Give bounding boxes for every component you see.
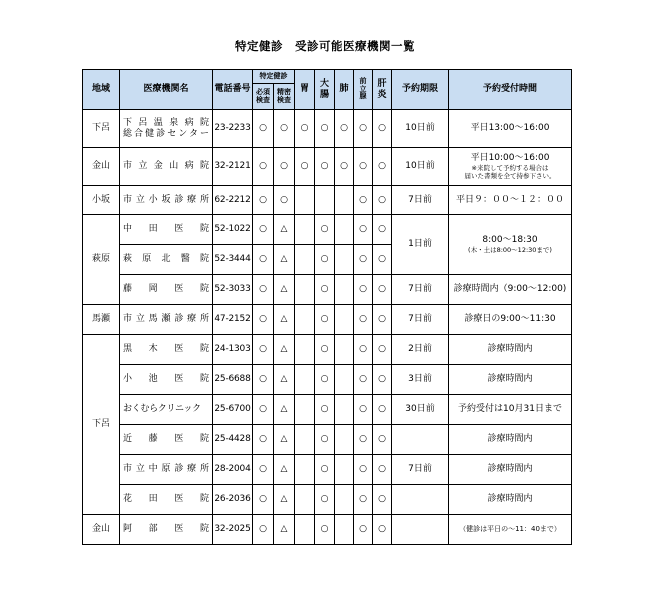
phone-number: 25-4428: [213, 425, 253, 455]
mark-liver: ○: [373, 186, 392, 215]
table-row: [83, 515, 572, 545]
mark-colon: ○: [315, 395, 335, 425]
phone-number: 32-2025: [213, 515, 253, 545]
facility-name: 市立馬瀬診療所: [120, 305, 213, 335]
mark-liver: ○: [373, 395, 392, 425]
hours-note: （健診は平日の～11：40まで）: [449, 515, 572, 545]
hours-cell: 診療時間内: [449, 335, 572, 365]
mark-colon: ○: [315, 148, 335, 186]
header-hours: 予約受付時間: [449, 70, 572, 110]
phone-number: 62-2212: [213, 186, 253, 215]
facility-name: 小池医院: [120, 365, 213, 395]
mark-liver: ○: [373, 275, 392, 305]
phone-number: 26-2036: [213, 485, 253, 515]
hours-cell: 診療時間内（9:00～12:00): [449, 275, 572, 305]
hours-cell: 予約受付は10月31日まで: [449, 395, 572, 425]
hours-note: 届いた書類を全て持参下さい。: [464, 171, 556, 180]
mark-liver: ○: [373, 365, 392, 395]
mark-detailed: △: [274, 245, 295, 275]
mark-liver: ○: [373, 148, 392, 186]
mark-liver: ○: [373, 425, 392, 455]
header-area: 地域: [83, 70, 120, 110]
mark-stomach: [295, 275, 315, 305]
mark-colon: ○: [315, 245, 335, 275]
table-row: [83, 365, 572, 395]
header-deadline: 予約期限: [392, 70, 449, 110]
mark-liver: ○: [373, 335, 392, 365]
mark-lung: [335, 485, 354, 515]
mark-colon: ○: [315, 335, 335, 365]
hours-note: ※来院して予約する場合は: [471, 163, 549, 172]
mark-required: ○: [253, 148, 274, 186]
table-row: [83, 485, 572, 515]
mark-lung: [335, 305, 354, 335]
area-cell: 萩原: [83, 215, 120, 305]
mark-detailed: △: [274, 395, 295, 425]
mark-prostate: ○: [354, 515, 373, 545]
mark-colon: ○: [315, 215, 335, 245]
mark-liver: ○: [373, 455, 392, 485]
mark-required: ○: [253, 335, 274, 365]
mark-colon: ○: [315, 425, 335, 455]
header-stomach: 胃: [295, 70, 315, 110]
mark-stomach: [295, 335, 315, 365]
mark-lung: ○: [335, 148, 354, 186]
hours-cell: 平日13:00～16:00: [449, 110, 572, 148]
header-required-exam: 必須 検査: [253, 84, 274, 110]
hours-cell: 診療時間内: [449, 455, 572, 485]
hours-cell: 平日９：００～１２：００: [449, 186, 572, 215]
deadline-cell: 7日前: [392, 186, 449, 215]
mark-required: ○: [253, 395, 274, 425]
mark-lung: [335, 215, 354, 245]
header-prostate: 前 立 腺: [354, 70, 373, 110]
area-cell: 下呂: [83, 110, 120, 148]
phone-number: 25-6700: [213, 395, 253, 425]
mark-lung: [335, 425, 354, 455]
hours-cell: 平日10:00～16:00 ※来院して予約する場合は 届いた書類を全て持参下さい。: [449, 148, 572, 186]
facility-table: [82, 69, 572, 545]
deadline-cell: 7日前: [392, 305, 449, 335]
mark-colon: ○: [315, 455, 335, 485]
mark-stomach: ○: [295, 148, 315, 186]
phone-number: 47-2152: [213, 305, 253, 335]
mark-detailed: △: [274, 215, 295, 245]
mark-liver: ○: [373, 515, 392, 545]
mark-detailed: ○: [274, 148, 295, 186]
mark-detailed: ○: [274, 110, 295, 148]
header-colon: 大 腸: [315, 70, 335, 110]
mark-detailed: △: [274, 275, 295, 305]
mark-prostate: ○: [354, 305, 373, 335]
phone-number: 52-3444: [213, 245, 253, 275]
deadline-cell: 7日前: [392, 275, 449, 305]
mark-lung: [335, 335, 354, 365]
mark-lung: [335, 186, 354, 215]
deadline-cell: 10日前: [392, 110, 449, 148]
mark-required: ○: [253, 245, 274, 275]
mark-stomach: ○: [295, 110, 315, 148]
mark-lung: [335, 275, 354, 305]
mark-colon: [315, 186, 335, 215]
mark-required: ○: [253, 275, 274, 305]
hours-cell: 8:00～18:30 (木・土は8:00～12:30まで): [449, 215, 572, 275]
mark-detailed: △: [274, 515, 295, 545]
mark-prostate: ○: [354, 425, 373, 455]
mark-lung: ○: [335, 110, 354, 148]
mark-detailed: ○: [274, 186, 295, 215]
phone-number: 32-2121: [213, 148, 253, 186]
facility-name: 市立中原診療所: [120, 455, 213, 485]
mark-prostate: ○: [354, 335, 373, 365]
page-title: 特定健診 受診可能医療機関一覧: [235, 39, 415, 53]
mark-liver: ○: [373, 485, 392, 515]
deadline-cell: 30日前: [392, 395, 449, 425]
mark-colon: ○: [315, 515, 335, 545]
hours-cell: 診療時間内: [449, 365, 572, 395]
mark-stomach: [295, 455, 315, 485]
table-row: [83, 335, 572, 365]
phone-number: 23-2233: [213, 110, 253, 148]
mark-lung: [335, 395, 354, 425]
deadline-cell: 10日前: [392, 148, 449, 186]
mark-prostate: ○: [354, 365, 373, 395]
table-row: [83, 455, 572, 485]
mark-required: ○: [253, 110, 274, 148]
mark-prostate: ○: [354, 186, 373, 215]
mark-detailed: △: [274, 485, 295, 515]
table-row: [83, 148, 572, 186]
table-row: [83, 110, 572, 148]
mark-lung: [335, 515, 354, 545]
phone-number: 52-1022: [213, 215, 253, 245]
header-lung: 肺: [335, 70, 354, 110]
mark-liver: ○: [373, 245, 392, 275]
table-row: [83, 275, 572, 305]
mark-stomach: [295, 365, 315, 395]
deadline-cell: 1日前: [392, 215, 449, 275]
header-detailed-exam: 精密 検査: [274, 84, 295, 110]
hours-cell: 診療時間内: [449, 485, 572, 515]
mark-required: ○: [253, 515, 274, 545]
mark-colon: ○: [315, 110, 335, 148]
mark-stomach: [295, 395, 315, 425]
deadline-cell: 2日前: [392, 335, 449, 365]
mark-prostate: ○: [354, 275, 373, 305]
mark-colon: ○: [315, 305, 335, 335]
mark-prostate: ○: [354, 215, 373, 245]
mark-required: ○: [253, 455, 274, 485]
area-cell: 下呂: [83, 335, 120, 515]
mark-prostate: ○: [354, 455, 373, 485]
mark-required: ○: [253, 425, 274, 455]
mark-prostate: ○: [354, 485, 373, 515]
mark-detailed: △: [274, 455, 295, 485]
header-facility: 医療機関名: [120, 70, 213, 110]
facility-name: 市立金山病院: [120, 148, 213, 186]
phone-number: 25-6688: [213, 365, 253, 395]
mark-prostate: ○: [354, 395, 373, 425]
area-cell: 小坂: [83, 186, 120, 215]
mark-stomach: [295, 425, 315, 455]
mark-required: ○: [253, 485, 274, 515]
table-row: [83, 305, 572, 335]
mark-colon: ○: [315, 485, 335, 515]
mark-required: ○: [253, 305, 274, 335]
mark-stomach: [295, 515, 315, 545]
area-cell: 馬瀬: [83, 305, 120, 335]
mark-stomach: [295, 215, 315, 245]
deadline-cell: [392, 515, 449, 545]
mark-stomach: [295, 305, 315, 335]
mark-liver: ○: [373, 110, 392, 148]
header-phone: 電話番号: [213, 70, 253, 110]
mark-prostate: ○: [354, 245, 373, 275]
mark-required: ○: [253, 186, 274, 215]
hours-cell: 診療時間内: [449, 425, 572, 455]
table-row: [83, 215, 572, 245]
mark-lung: [335, 245, 354, 275]
header-liver: 肝 炎: [373, 70, 392, 110]
mark-colon: ○: [315, 275, 335, 305]
area-cell: 金山: [83, 148, 120, 186]
mark-required: ○: [253, 215, 274, 245]
phone-number: 52-3033: [213, 275, 253, 305]
deadline-cell: [392, 485, 449, 515]
mark-lung: [335, 365, 354, 395]
header-specific-checkup: 特定健診: [253, 70, 295, 84]
phone-number: 24-1303: [213, 335, 253, 365]
facility-name: 花田医院: [120, 485, 213, 515]
mark-liver: ○: [373, 215, 392, 245]
mark-stomach: [295, 485, 315, 515]
area-cell: 金山: [83, 515, 120, 545]
mark-lung: [335, 455, 354, 485]
mark-detailed: △: [274, 425, 295, 455]
table-header: [83, 70, 572, 110]
table-row: [83, 186, 572, 215]
table-row: [83, 395, 572, 425]
facility-name: 近藤医院: [120, 425, 213, 455]
mark-prostate: ○: [354, 148, 373, 186]
facility-name: 中田医院: [120, 215, 213, 245]
deadline-cell: [392, 425, 449, 455]
mark-prostate: ○: [354, 110, 373, 148]
mark-detailed: △: [274, 335, 295, 365]
facility-name: 藤岡医院: [120, 275, 213, 305]
table-row: [83, 425, 572, 455]
facility-name: 黒木医院: [120, 335, 213, 365]
facility-name: 萩原北醫院: [120, 245, 213, 275]
mark-detailed: △: [274, 365, 295, 395]
facility-name: 市立小坂診療所: [120, 186, 213, 215]
facility-name: 下呂温泉病院 総合健診センター: [120, 110, 213, 148]
deadline-cell: 3日前: [392, 365, 449, 395]
facility-name: 阿部医院: [120, 515, 213, 545]
deadline-cell: 7日前: [392, 455, 449, 485]
mark-liver: ○: [373, 305, 392, 335]
mark-required: ○: [253, 365, 274, 395]
mark-stomach: [295, 245, 315, 275]
hours-cell: 診療日の9:00～11:30: [449, 305, 572, 335]
mark-colon: ○: [315, 365, 335, 395]
mark-stomach: [295, 186, 315, 215]
hours-note: (木・土は8:00～12:30まで): [468, 245, 552, 254]
phone-number: 28-2004: [213, 455, 253, 485]
facility-name: おくむらクリニック: [120, 395, 213, 425]
mark-detailed: △: [274, 305, 295, 335]
